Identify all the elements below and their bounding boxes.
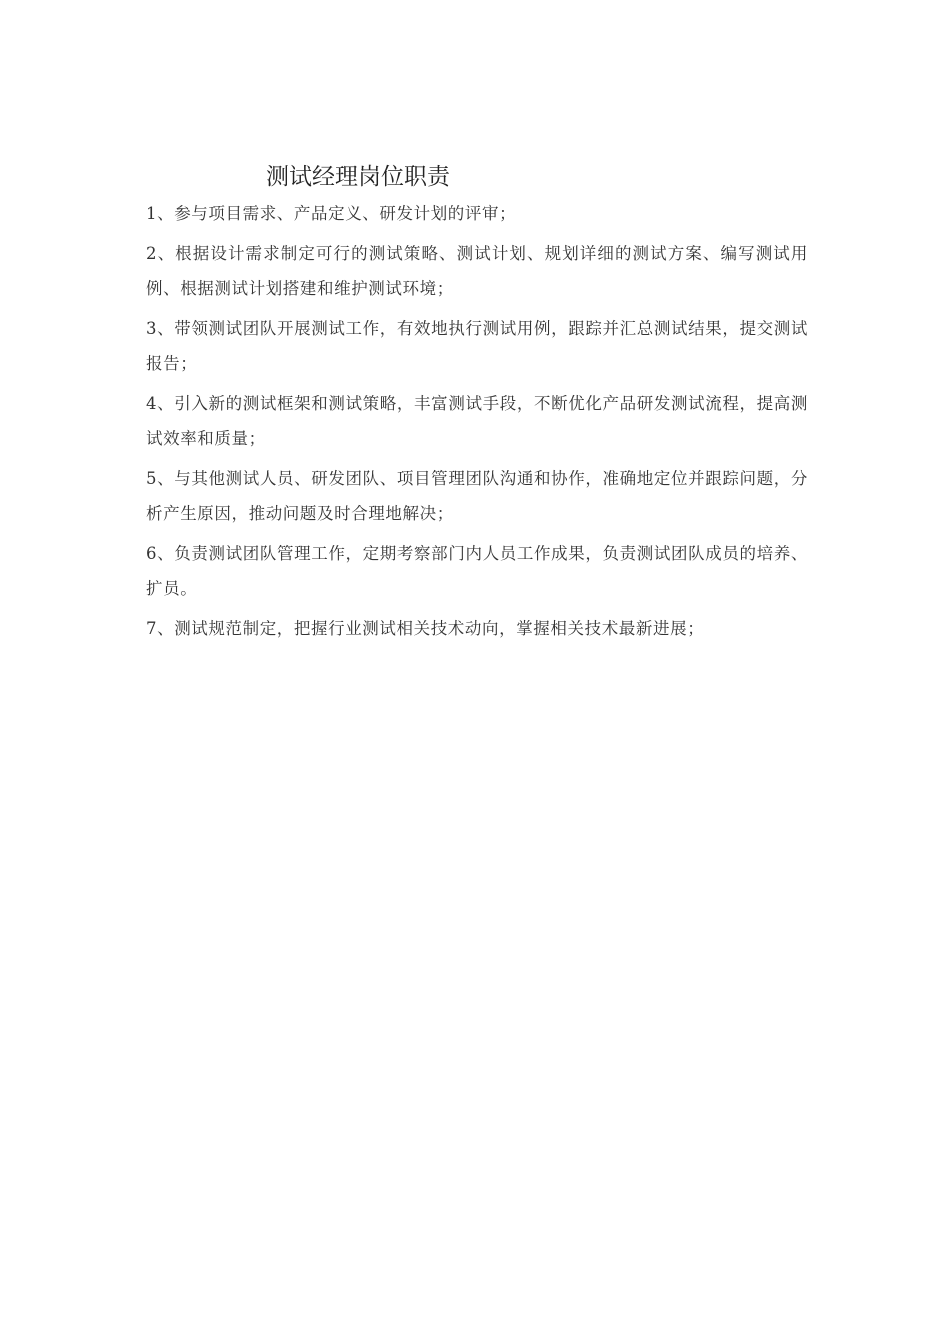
document-title: 测试经理岗位职责 [266,164,450,190]
duty-item-2: 2、根据设计需求制定可行的测试策略、测试计划、规划详细的测试方案、编写测试用例、根据测试计划搭建和维护测试环境； [146,243,808,298]
duty-item-7: 7、测试规范制定，把握行业测试相关技术动向，掌握相关技术最新进展； [146,618,705,638]
duty-list [146,196,808,650]
duty-item-3: 3、带领测试团队开展测试工作，有效地执行测试用例，跟踪并汇总测试结果，提交测试报告； [146,318,808,373]
duty-item-4: 4、引入新的测试框架和测试策略，丰富测试手段，不断优化产品研发测试流程，提高测试效率和质量； [146,393,808,448]
duty-item-1: 1、参与项目需求、产品定义、研发计划的评审； [146,204,517,223]
duty-item-6: 6、负责测试团队管理工作，定期考察部门内人员工作成果，负责测试团队成员的培养、扩员。 [146,543,808,598]
duty-item-5: 5、与其他测试人员、研发团队、项目管理团队沟通和协作，准确地定位并跟踪问题，分析产生原因，推动问题及时合理地解决； [146,468,808,523]
